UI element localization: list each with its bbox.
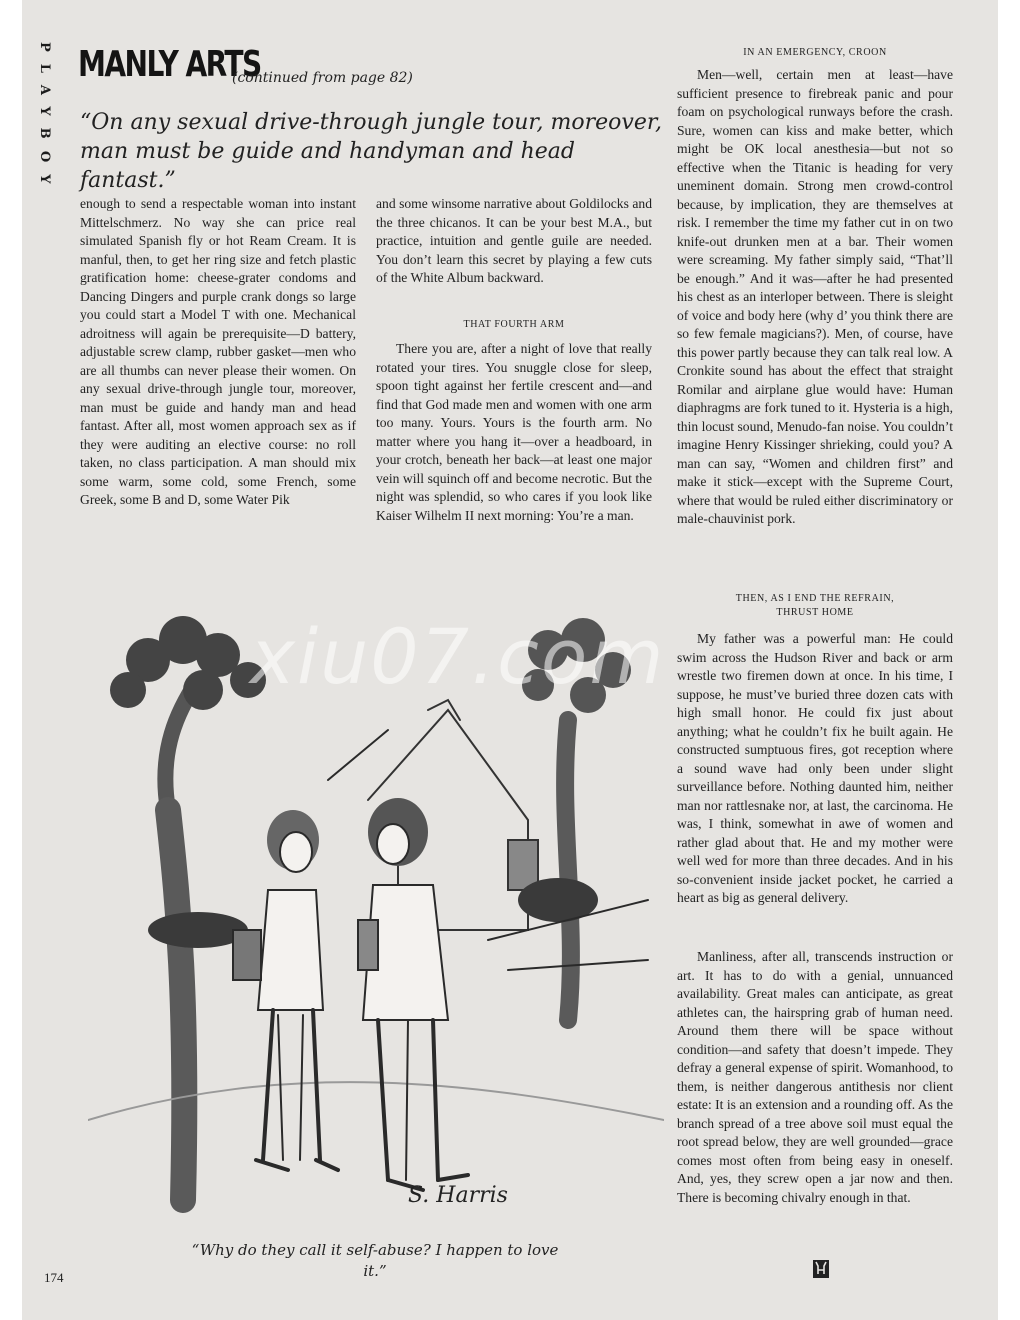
article-column-3-part-2 [677,630,953,908]
subhead-refrain [677,592,953,620]
column3-paragraph-2: My father was a powerful man: He could swim across the Hudson River and back or arm wrestle two firemen down at once. In his time, I suppose, he must’ve buried three dozen cats with high small honor. He could fix just about anything; what he couldn’t fix he built again. He constructed sumptuous fires, got reception where a sound wave had only been under slight surveillance before. Nothing daunted him, neither man nor rattlesnake nor, at last, the carcinoma. He was, I think, somewhat in awe of women and rather glad about that. He and my mother were well wed for more than three decades. And in his so-convenient inside jacket pocket, he carried a heart as big as general delivery. [677,631,953,905]
subhead-refrain-line2: THRUST HOME [776,607,854,618]
right-child-figure [358,798,468,1190]
continued-note: (continued from page 82) [232,70,413,86]
subhead-refrain-line1: THEN, AS I END THE REFRAIN, [735,593,895,604]
left-tree-foliage [110,616,266,710]
page-number: 174 [44,1270,64,1285]
article-column-2 [376,195,652,288]
cartoon-caption: “Why do they call it self-abuse? I happen to love it.” [191,1241,559,1280]
column2-paragraph-2: There you are, after a night of love that really rotated your tires. You snuggle close for sleep, spoon tight against her fertile crescent and—and find that God made men and women with one arm too many. Yours. Yours is the fourth arm. No matter where you hang it—over a headboard, in your crotch, beneath her back—at least one major vein will squinch off and become necrotic. But the night was splendid, so who cares if you look like Kaiser Wilhelm II next morning: You’re a man. [376,341,652,523]
spine-text: PLAYBOY [37,42,52,196]
article-column-2-continued [376,340,652,525]
left-child-figure [233,810,338,1170]
cartoon-illustration [88,600,664,1230]
column2-paragraph-1: and some winsome narrative about Goldilocks and the three chicanos. It can be your best M.A., but practice, intuition and gentle guile are needed. You don’t learn this secret by playing a few cuts of the White Album backward. [376,196,652,285]
column1-paragraph: enough to send a respectable woman into instant Mittelschmerz. No way she can price real simulated Spanish fly or hot Ream Cream. It is manful, then, to get her ring size and fetch plastic gratification home: cheese-grater condoms and Dancing Dingers and purple crank dongs so large you could start a Model T with one. Mechanical adroitness will again be prerequisite—D battery, adjustable screw clamp, rubber gasket—men who are all thumbs can never please their women. On any sexual drive-through jungle tour, moreover, man must be guide and handy man and head fantast. After all, most women approach sex as if they were auditing an elective course: no roll taken, no class participation. A man should mix some warm, some cold, some French, some Greek, some B and D, some Water Pik [80,196,356,507]
section-title: MANLY ARTS [78,44,261,85]
column3-paragraph-3: Manliness, after all, transcends instruction or art. It has to do with a genial, unnuanced availability. Great males can anticipate, as great athletes can, the hairspring grab of human need. Around them there will be space without condition—and safety that doesn’t impede. They defray a general expense of spirit. Womanhood, to them, is neither dangerous antithesis nor client estate: It is an extension and a rounding off. As the branch spread of a tree above soil must equal the root spread below, they are well grounded—grace comes most often from being easy in oneself. And, yes, they screw open a jar now and then. There is becoming chivalry enough in that. [677,949,953,1205]
article-column-3-part-3 [677,948,953,1207]
article-column-1 [80,195,356,510]
column3-paragraph-1: Men—well, certain men at least—have sufficient presence to firebreak panic and pour foam on psychological runways before the crash. Sure, women can kiss and make better, which might be OK local anesthesia—but not so effective when the Titanic is heading for very uneminent domain. Strong men crowd-control because, by implication, they are themselves at risk. I remember the time my father cut in on two knife-out drunken men at a bar. Their women were screaming. My father simply said, “That’ll be enough.” And it was—after he had presented his chest as an interloper between. There is sleight of voice and body here (why d’ you think there are so few female magicians?). Men, of course, have this power partly because they can talk real low. A Cronkite sound has about the effect that straight Romilar and airplane glue would have: Human diaphragms are fork tuned to it. Hysteria is a high, thin locust sound, Menudo-fan noise. You couldn’t imagine Henry Kissinger shrieking, could you? A man can say, “Women and children first” and make it stick—except with the Supreme Court, where that would be ruled either discriminatory or male-chauvinist pork. [677,67,953,526]
watermark: xiu07.com [250,612,666,701]
right-tree-foliage [522,618,631,713]
article-column-3 [677,66,953,529]
spine-logo [34,42,56,202]
pull-quote: “On any sexual drive-through jungle tour, moreover, man must be guide and handyman and head fantast.” [80,110,662,193]
bunny-end-mark-icon [813,1260,829,1278]
subhead-fourth-arm: THAT FOURTH ARM [463,319,565,330]
subhead-emergency: IN AN EMERGENCY, CROON [743,47,887,58]
cartoonist-signature: S. Harris [408,1183,508,1208]
